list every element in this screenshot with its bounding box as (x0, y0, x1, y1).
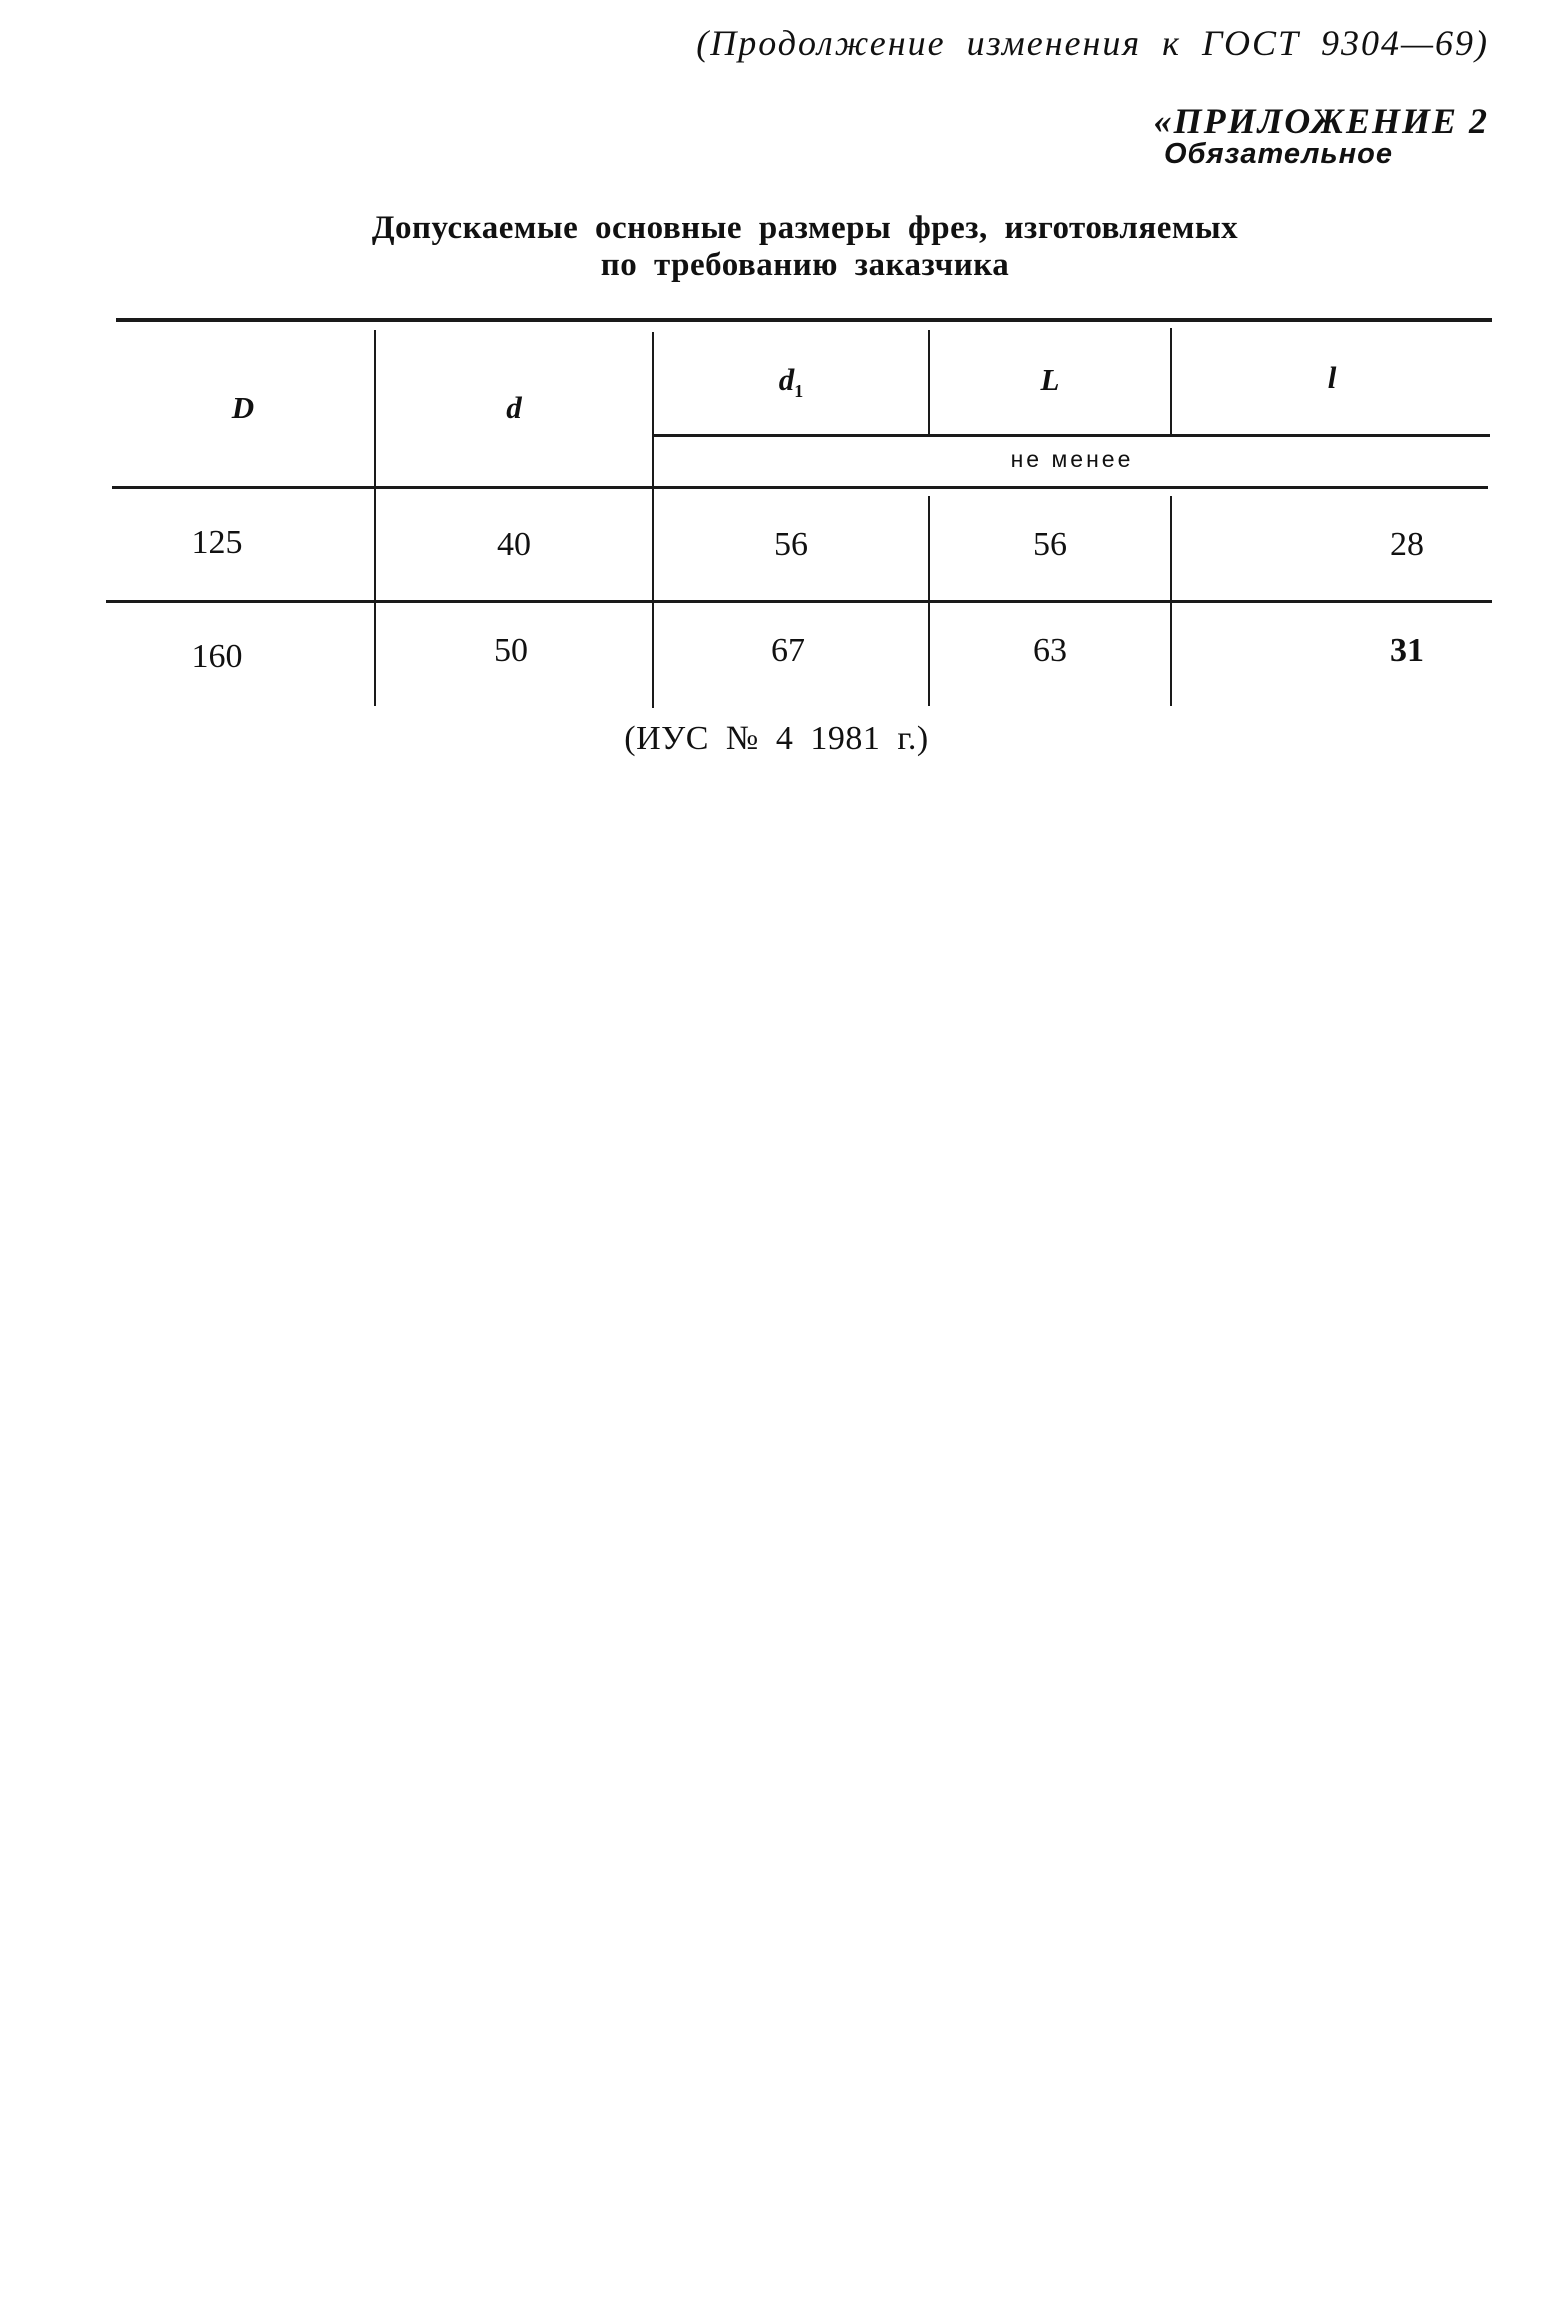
dimensions-table (112, 318, 1492, 710)
table-row-1-cell-3: 56 (774, 526, 808, 563)
source-note: (ИУС № 4 1981 г.) (624, 720, 929, 757)
table-top-rule (116, 318, 1492, 322)
column-header-L: L (1040, 362, 1060, 397)
column-header-D: D (231, 390, 255, 425)
table-row-2-cell-4: 63 (1033, 632, 1067, 669)
column-header-d1-label: d (778, 362, 795, 397)
table-row-2-cell-5: 31 (1390, 632, 1424, 669)
table-caption (255, 210, 1355, 284)
table-caption-line-1: Допускаемые основные размеры фрез, изготовляемых (371, 210, 1239, 246)
column-header-d: d (506, 390, 522, 425)
column-header-d1 (654, 362, 928, 402)
table-row-2-cell-2: 50 (494, 632, 528, 669)
table-caption-line-2: по требованию заказчика (600, 247, 1010, 283)
row-1-bottom-rule (106, 600, 1492, 603)
column-header-d1-subscript: 1 (794, 381, 804, 402)
table-row-1-cell-4: 56 (1033, 526, 1067, 563)
column-header-l: l (1327, 360, 1337, 395)
group-note: не менее (1010, 446, 1134, 472)
column-divider-4-body (1170, 496, 1172, 706)
appendix-title: «ПРИЛОЖЕНИЕ 2 (1153, 101, 1489, 141)
table-row-1-cell-2: 40 (497, 526, 531, 563)
table-row-1-cell-5: 28 (1390, 526, 1424, 563)
header-group-rule (654, 434, 1490, 437)
continuation-header: (Продолжение изменения к ГОСТ 9304—69) (696, 23, 1489, 63)
table-row-1-cell-1: 125 (191, 524, 243, 561)
table-row-2-cell-1: 160 (191, 638, 243, 675)
table-row-2-cell-3: 67 (771, 632, 805, 669)
appendix-status: Обязательное (1163, 138, 1393, 170)
header-bottom-rule (112, 486, 1488, 489)
